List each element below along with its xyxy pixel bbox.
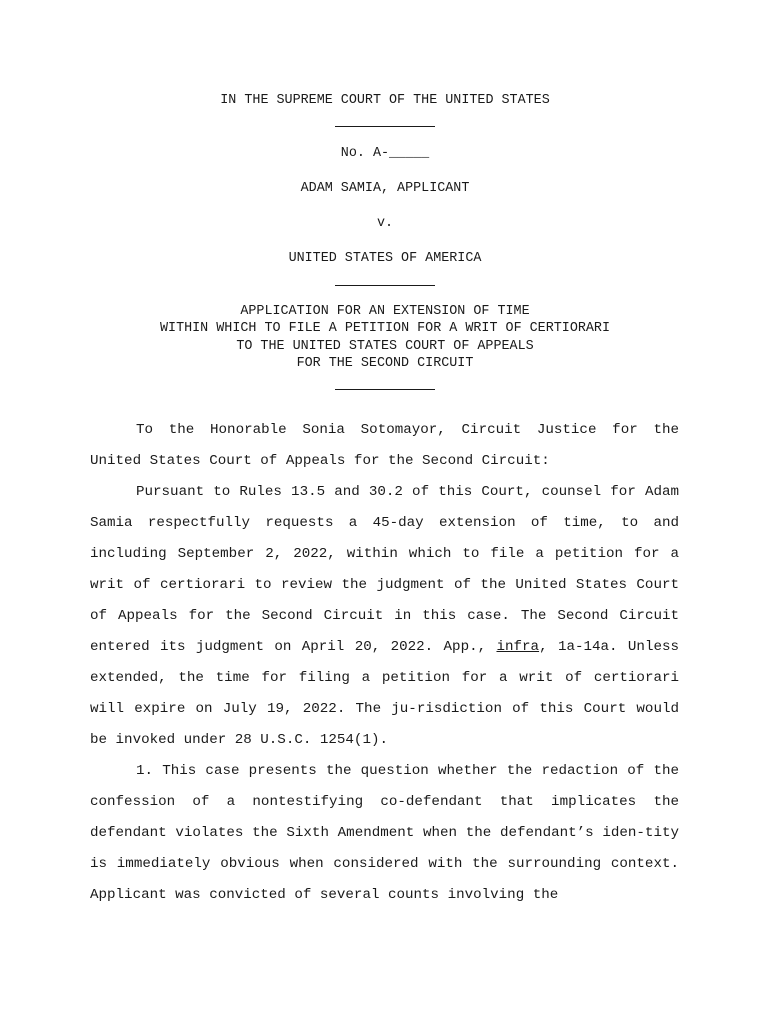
docket-number: No. A-_____ — [340, 146, 430, 161]
divider-rule — [335, 389, 435, 390]
respondent-name: UNITED STATES OF AMERICA — [288, 251, 482, 266]
question-presented-paragraph: 1. This case presents the question whether the redaction of the confession of a nontestifying co-defendant that implicates the defendant violates the Sixth Amendment when the defendant’s iden-tity is immediately obvious when considered with the surrounding context. Applicant was convicted of several counts involving the — [90, 763, 679, 903]
title-line-1: APPLICATION FOR AN EXTENSION OF TIME — [240, 304, 530, 319]
salutation-paragraph: To the Honorable Sonia Sotomayor, Circuit Justice for the United States Court of Appeals for the Second Circuit: — [90, 422, 679, 469]
versus-label: v. — [376, 216, 394, 231]
para1-text-b: , 1a-14a. Unless extended, the time for filing a petition for a writ of certiorari will expire on July 19, 2022. The ju-risdiction of this Court would be invoked under 28 U.S.C. 1254(1). — [90, 639, 679, 748]
para1-text-a: Pursuant to Rules 13.5 and 30.2 of this Court, counsel for Adam Samia respectfully requests a 45-day extension of time, to and including September 2, 2022, within which to file a petition for a writ of certiorari to review the judgment of the United States Court of Appeals for the Second Circuit in this case. The Second Circuit entered its judgment on April 20, 2022. App., — [90, 484, 679, 655]
title-line-4: FOR THE SECOND CIRCUIT — [296, 356, 474, 371]
divider-rule — [335, 285, 435, 286]
infra-citation: infra — [496, 639, 540, 655]
title-line-3: TO THE UNITED STATES COURT OF APPEALS — [236, 339, 534, 354]
body-text — [90, 415, 679, 911]
court-heading: IN THE SUPREME COURT OF THE UNITED STATES — [220, 93, 550, 108]
extension-request-paragraph — [90, 477, 679, 756]
title-line-2: WITHIN WHICH TO FILE A PETITION FOR A WRIT OF CERTIORARI — [160, 321, 610, 336]
divider-rule — [335, 126, 435, 127]
applicant-name: ADAM SAMIA, APPLICANT — [300, 181, 470, 196]
